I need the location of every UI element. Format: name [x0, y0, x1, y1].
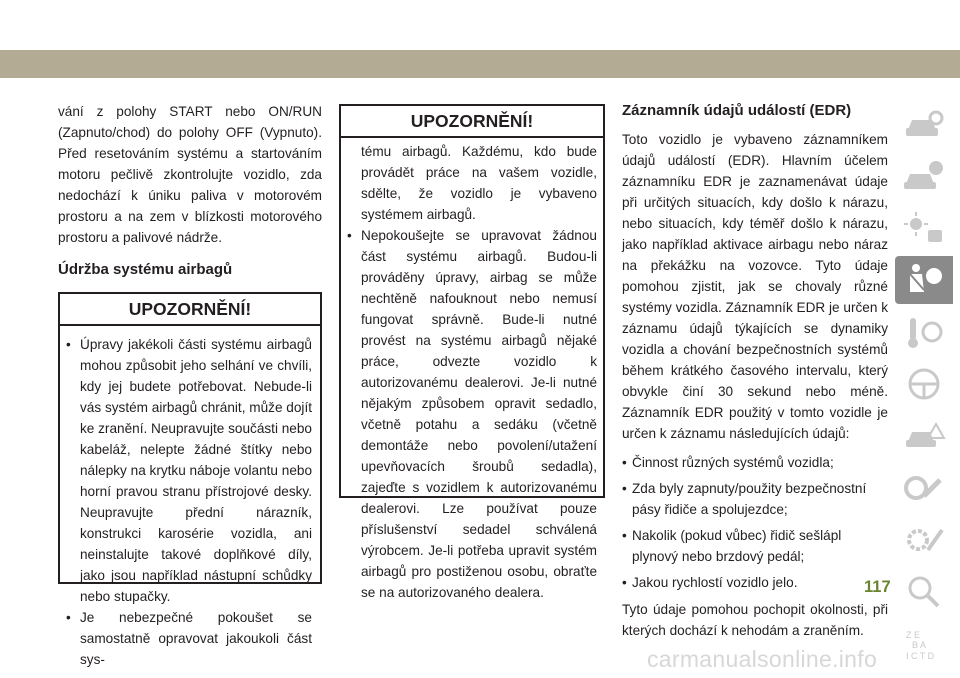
tab-key-start[interactable]	[895, 308, 953, 356]
tab-seatbelt-airbag[interactable]	[895, 256, 953, 304]
svg-text:B A: B A	[912, 640, 927, 650]
warning-item: • Nepokoušejte se upravovat žádnou část systému airbagů. Budou-li prováděny úpravy, airbag se může nechtěně nafouknout nebo nemusí fungovat správně. Bude-li nutné provést na systému airbagů nějaké práce, odvezte vozidlo k autorizovanému dealerovi. Je-li nutné nějakým způsobem opravit sedadlo, včetně potahu a sedáku (včetně demontáže nebo povolení/utažení upevňovacích šroubů sedadla), zajeďte s vozidlem k autorizovanému dealerovi. Lze používat pouze příslušenství sedadel schválená výrobcem. Je-li potřeba upravit systém airbagů pro postiženou osobu, obraťte se na autorizovaného dealera.	[347, 225, 597, 603]
edr-bullet: • Činnost různých systémů vozidla;	[622, 452, 888, 473]
warning-box-middle	[339, 104, 605, 600]
warning-box-left	[58, 292, 322, 667]
warning-list	[60, 326, 320, 670]
page-number: 117	[864, 578, 891, 596]
index-letters-icon	[902, 626, 946, 662]
intro-paragraph: vání z polohy START nebo ON/RUN (Zapnuto/chod) do polohy OFF (Vypnuto). Před resetováním systému a startováním motoru pečlivě zkontrolujte vozidlo, zda nedochází k úniku paliva v motorovém prostoru a na zem v blízkosti motorového prostoru a palivové nádrže.	[58, 104, 322, 245]
dashboard-lights-icon	[902, 210, 946, 246]
svg-text:Z E: Z E	[906, 630, 921, 640]
edr-bullet: • Zda byly zapnuty/použity bezpečnostní pásy řidiče a spolujezdce;	[622, 478, 888, 520]
tab-index-letters[interactable]	[895, 620, 953, 668]
search-magnifier-icon	[902, 574, 946, 610]
edr-outro-paragraph: Tyto údaje pomohou pochopit okolnosti, při kterých dochází k nehodám a zraněním.	[622, 602, 888, 638]
column-right	[622, 101, 888, 641]
tab-car-magnifier[interactable]	[895, 100, 953, 148]
car-info-icon	[902, 158, 946, 194]
tab-gear-wrench[interactable]	[895, 516, 953, 564]
column-middle	[339, 104, 605, 600]
watermark: carmanualsonline.info	[647, 646, 878, 672]
tab-steering-wheel[interactable]	[895, 360, 953, 408]
warning-item: • Úpravy jakékoli části systému airbagů mohou způsobit jeho selhání ve chvíli, kdy jej budete potřebovat. Nebude-li vás systém airbagů chránit, může dojít ke zranění. Neupravujte součásti nebo kabeláž, nelepte žádné štítky nebo nálepky na krytku náboje volantu nebo horní pravou stranu přístrojové desky. Neupravujte přední nárazník, konstrukci karosérie vozidla, ani neinstalujte takové doplňkové díly, jako jsou například nástupní schůdky nebo stupačky.	[66, 334, 312, 607]
steering-wheel-icon	[902, 366, 946, 402]
edr-bullet: • Nakolik (pokud vůbec) řidič sešlápl plynový nebo brzdový pedál;	[622, 525, 888, 567]
edr-bullet: • Jakou rychlostí vozidlo jelo.	[622, 572, 888, 593]
tab-car-info[interactable]	[895, 152, 953, 200]
key-start-icon	[902, 314, 946, 350]
section-heading-airbag-maintenance: Údržba systému airbagů	[58, 261, 233, 278]
gear-wrench-icon	[902, 522, 946, 558]
section-heading-edr: Záznamník údajů událostí (EDR)	[622, 102, 852, 119]
seatbelt-airbag-icon	[902, 262, 946, 298]
warning-title: UPOZORNĚNÍ!	[60, 294, 320, 326]
chapter-tabs	[895, 100, 955, 672]
column-left	[58, 101, 322, 667]
warning-list	[341, 138, 603, 603]
warning-title: UPOZORNĚNÍ!	[341, 106, 603, 138]
edr-intro-paragraph: Toto vozidlo je vybaveno záznamníkem údajů událostí (EDR). Hlavním účelem záznamníku EDR je zaznamenávat údaje při určitých situacích, kdy došlo k nárazu, nebo situacích, kdy téměř došlo k nárazu, jako například aktivace airbagu nebo náraz na překážku na vozovce. Tyto údaje pomohou zjistit, jak se chovaly různé systémy vozidla. Záznamník EDR je určen k záznamu údajů týkajících se dynamiky vozidla a chování bezpečnostních systémů během krátkého časového intervalu, který obvykle činí 30 sekund nebo méně. Záznamník EDR použitý v tomto vozidle je určen k záznamu následujících údajů:	[622, 132, 888, 441]
warning-triangle-icon	[902, 418, 946, 454]
warning-item: • Je nebezpečné pokoušet se samostatně opravovat jakoukoli část sys-	[66, 607, 312, 670]
tab-dashboard-lights[interactable]	[895, 204, 953, 252]
car-wrench-icon	[902, 470, 946, 506]
tab-warning-triangle[interactable]	[895, 412, 953, 460]
tab-car-wrench[interactable]	[895, 464, 953, 512]
svg-text:I C T D: I C T D	[906, 651, 935, 661]
header-bar	[0, 50, 960, 78]
warning-continuation: tému airbagů. Každému, kdo bude provádět práce na vašem vozidle, sdělte, že vozidlo je vybaveno systémem airbagů.	[361, 144, 597, 222]
tab-search-magnifier[interactable]	[895, 568, 953, 616]
edr-bullet-list	[622, 452, 888, 593]
car-magnifier-icon	[902, 106, 946, 142]
